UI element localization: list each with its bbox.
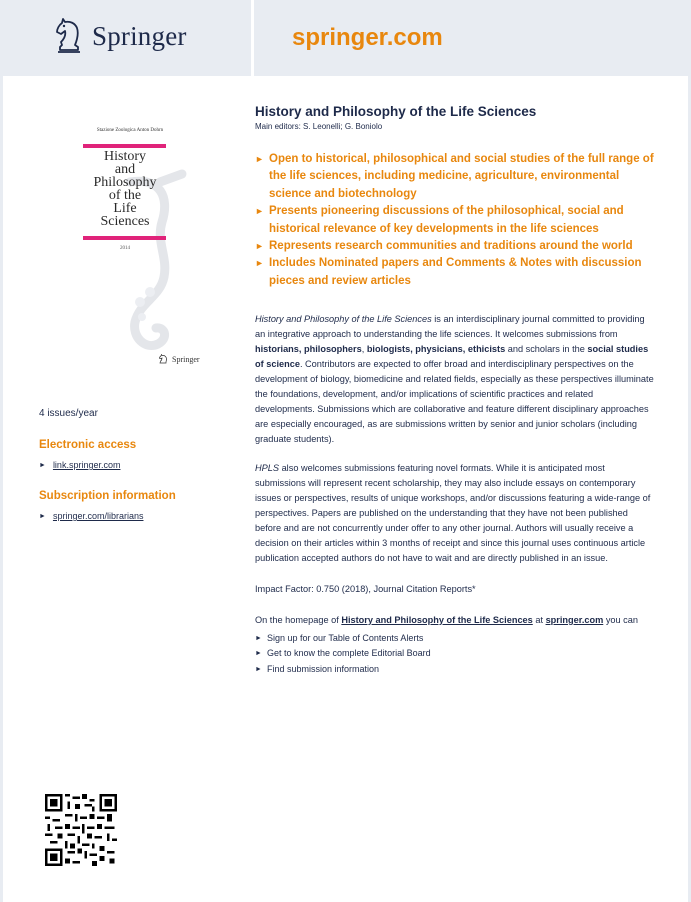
highlight-item: ► Includes Nominated papers and Comments & Notes with discussion pieces and review articles [255,255,655,290]
springer-logo[interactable] [52,18,187,54]
header-bar [0,0,691,76]
para-text: also welcomes submissions featuring novel formats. While it is anticipated most submissions will represent recent scholarship, they may also include essays on contemporary issues or perspectives, results of unique workshops, and/or discussions featuring a wide-range of perspectives. Papers are published on the understanding that they have not been published before and are not concurrently under offer to any other journal. Authors will usually receive a decision on their articles within 3 months of receipt and since this journal uses continuous article publication accepted authors do not have to wait and are directly published in an issue. [255,463,651,563]
chess-knight-icon [158,354,168,364]
arrow-right-icon: ► [39,461,46,469]
cover-top-stripe [83,144,166,148]
electronic-access-link-text[interactable]: link.springer.com [52,460,121,470]
page-border-left [0,76,3,902]
para-bold: biologists, physicians, ethicists [366,344,506,355]
para-text: , [361,344,367,355]
logo-text: Springer [92,20,187,51]
cover-title [80,150,170,228]
electronic-access-heading: Electronic access [39,439,137,451]
springer-site-link[interactable]: springer.com [545,614,604,625]
para-text: On the homepage of [255,614,342,625]
site-title[interactable]: springer.com [292,24,443,51]
description-paragraph [255,312,655,446]
journal-cover [80,122,215,377]
cover-title-line: Life [113,201,137,216]
homepage-intro [255,613,655,628]
highlight-item: ► Represents research communities and traditions around the world [255,238,655,255]
para-text: is an interdisciplinary journal committed to providing an integrative approach to understanding the life sciences. It welcomes submissions from [255,314,645,340]
highlight-item: ► Open to historical, philosophical and social studies of the full range of the life sciences, including medicine, agriculture, environmental science and biotechnology [255,151,655,203]
homepage-links-list [255,631,655,678]
submission-info-link[interactable]: ► Find submission information [255,662,655,678]
para-text: . Contributors are expected to offer broad and interdisciplinary perspectives on the development of biology, biomedicine and related fields, especially as these perspectives illuminate the foundations, development, and/or implications of scientific practices and related developments. Submissions which are collaborative and feature different disciplinary approaches are especially encouraged, as are submissions written by senior and junior scholars (including graduate students). [255,358,654,444]
cover-bottom-stripe [83,236,166,240]
journal-homepage-link[interactable]: History and Philosophy of the Life Sciences [341,614,533,625]
cover-title-line: and [114,162,136,177]
hpls-italic: HPLS [255,463,280,474]
para-text: you can [603,614,638,625]
cover-springer-label: Springer [172,354,200,364]
cover-title-line: History [104,149,146,164]
cover-publisher: Stazione Zoologica Anton Dohrn [96,128,164,133]
main-content [255,104,655,677]
journal-title: History and Philosophy of the Life Sciences [255,104,537,119]
toc-alerts-link[interactable]: ► Sign up for our Table of Contents Alerts [255,631,655,647]
para-text: and scholars in the [505,344,588,355]
chess-knight-icon [52,18,86,54]
qr-code-icon[interactable] [45,794,117,866]
subscription-link-text[interactable]: springer.com/librarians [52,511,144,521]
subscription-link[interactable] [39,511,143,521]
arrow-right-icon: ► [39,512,46,520]
para-bold: historians, philosophers [255,344,362,355]
cover-year: 2014 [120,246,130,251]
journal-name-italic: History and Philosophy of the Life Sciences [255,314,432,325]
cover-springer-logo [158,354,200,364]
issues-per-year: 4 issues/year [39,408,98,419]
header-divider [251,0,254,76]
electronic-access-link[interactable] [39,460,120,470]
subscription-heading: Subscription information [39,490,176,502]
cover-title-line: Philosophy [93,175,157,190]
cover-title-line: Sciences [100,214,150,229]
highlights-list [255,151,655,290]
para-text: at [532,614,546,625]
editorial-board-link[interactable]: ► Get to know the complete Editorial Board [255,646,655,662]
main-editors: Main editors: S. Leonelli; G. Boniolo [255,122,383,131]
impact-factor: Impact Factor: 0.750 (2018), Journal Citation Reports* [255,583,476,594]
formats-paragraph [255,461,655,565]
cover-title-line: of the [108,188,142,203]
highlight-item: ► Presents pioneering discussions of the philosophical, social and historical relevance of key developments in the life sciences [255,203,655,238]
para-bold: social studies of science [255,344,649,369]
